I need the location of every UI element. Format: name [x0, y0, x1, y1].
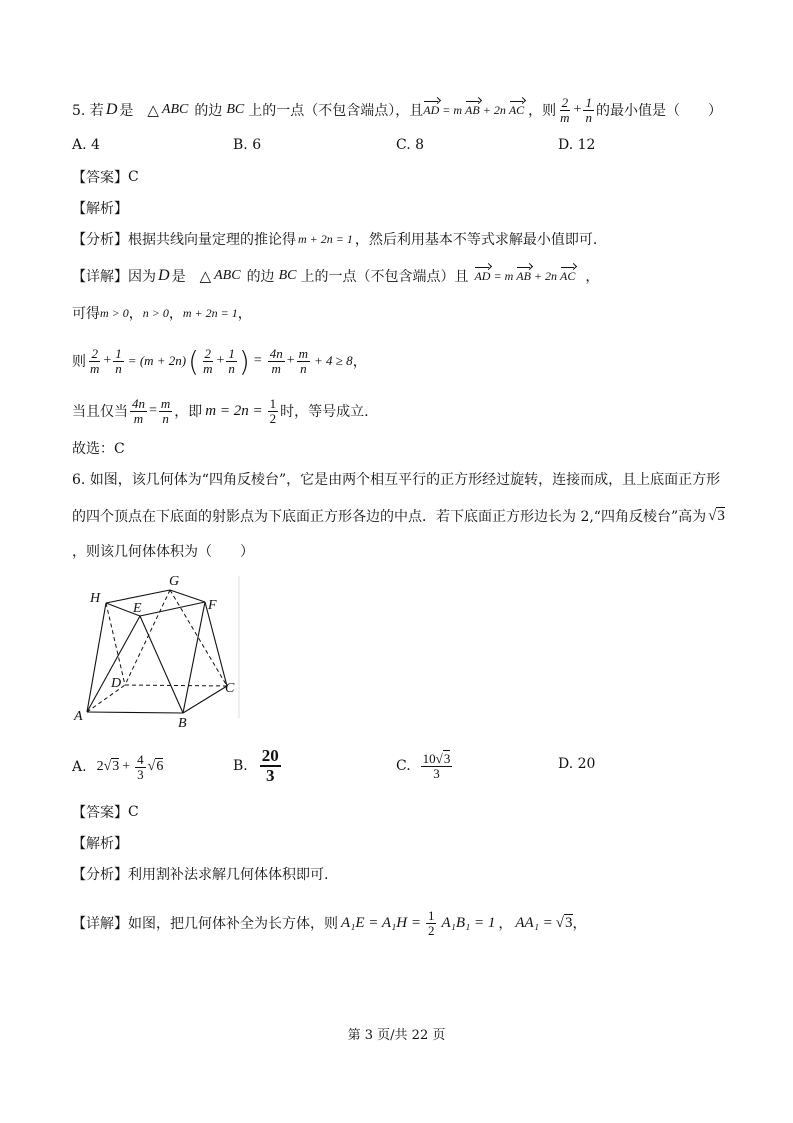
fraction-2-over-m: $\frac{2}{m}$: [203, 345, 213, 376]
triangle-icon: △: [199, 267, 212, 285]
xiangjie-text: 的边: [246, 269, 275, 285]
q6-stem-3: [72, 539, 733, 563]
line-text: 则: [72, 354, 86, 370]
xiangjie-text: 是: [171, 269, 186, 285]
option-label: A.: [72, 759, 87, 775]
q5-text: 的边: [194, 103, 223, 119]
q6-option-b: [233, 748, 283, 784]
plus-sign: +: [216, 353, 225, 368]
antiprism-figure: [70, 572, 242, 730]
triangle-icon: △: [147, 101, 159, 119]
equals-sign: =: [253, 353, 262, 368]
jiexi-label: 【解析】: [72, 201, 128, 217]
label-h: H: [90, 591, 101, 606]
page-footer: 第 3 页/共 22 页: [347, 1028, 446, 1043]
xiangjie-text: 如图，把几何体补全为长方体，则: [128, 916, 338, 932]
line-text: 可得: [72, 306, 100, 322]
q6-option-d: D. 20: [558, 756, 596, 772]
fraction-1-over-2: $\frac{1}{2}$: [427, 907, 435, 938]
equation-part: AA₁ =: [515, 914, 553, 931]
fraction-4n-over-m: $\frac{4n}{m}$: [269, 345, 283, 376]
sqrt-3: √3: [708, 507, 725, 524]
xiangjie-label: 【详解】: [72, 269, 128, 285]
answer-label: 【答案】: [72, 805, 128, 821]
q6-stem-1: [72, 467, 733, 491]
fraction-m-over-n: $\frac{m}{n}$: [298, 345, 309, 376]
fraction-2-over-m: $\frac{2}{m}$: [560, 94, 570, 125]
q5-line3: [72, 344, 733, 378]
right-paren-icon: ): [238, 344, 250, 378]
equation-part: A₁E = A₁H =: [341, 914, 421, 931]
q5-text: 是: [119, 103, 134, 119]
point-d: D: [158, 267, 170, 284]
fenxi-label: 【分析】: [72, 232, 128, 248]
fenxi-equation: m + 2n = 1: [298, 231, 353, 246]
option-label: C.: [396, 758, 411, 774]
plus-sign: +: [573, 102, 582, 117]
equation-part: A₁B₁ = 1: [441, 914, 496, 931]
q5-guxuan: [72, 436, 733, 460]
q5-answer: [72, 165, 733, 189]
xiangjie-text: 因为: [128, 269, 156, 285]
q6-fenxi: [72, 862, 733, 886]
n-positive: n > 0: [142, 305, 169, 320]
guxuan-text: 故选：C: [72, 441, 125, 457]
left-paren-icon: (: [188, 344, 200, 378]
q6-jiexi: [72, 831, 733, 855]
q6-text: ，则该几何体体积为（ ）: [72, 544, 254, 560]
fraction-10sqrt3-over-3: $\frac{10√3}{3}$: [422, 750, 451, 781]
fraction-2-over-m: $\frac{2}{m}$: [90, 345, 100, 376]
comma: ，: [237, 306, 252, 322]
triangle-abc: ABC: [214, 268, 241, 283]
q5-stem: [72, 94, 733, 125]
q6-answer: [72, 800, 733, 824]
q5-jiexi: [72, 196, 733, 220]
q5-line2: [72, 301, 733, 325]
q5-line4: [72, 394, 733, 428]
answer-label: 【答案】: [72, 170, 128, 186]
inequality-tail: + 4 ≥ 8: [314, 353, 353, 368]
comma: ，: [572, 916, 587, 932]
line-text: 当且仅当: [72, 404, 128, 420]
q6-text: 的四个顶点在下底面的射影点为下底面正方形各边的中点．若下底面正方形边长为 2,“四角反棱台”高为: [72, 509, 707, 525]
line-text: ，即: [174, 404, 203, 420]
line-text: 时，等号成立.: [280, 404, 369, 420]
q5-option-c: C. 8: [396, 137, 425, 153]
vector-equation: AD = m AB + 2n AC: [423, 102, 525, 117]
constraint-equation: m + 2n = 1: [182, 305, 238, 320]
fraction-4-over-3: $\frac{4}{3}$: [137, 751, 144, 782]
plus-sign: +: [122, 759, 131, 774]
vector-equation: AD = m AB + 2n AC: [474, 268, 576, 283]
fenxi-label: 【分析】: [72, 867, 128, 883]
comma: ，: [128, 306, 143, 322]
answer-value: C: [128, 804, 139, 820]
q6-text: 6. 如图，该几何体为“四角反棱台”，它是由两个相互平行的正方形经过旋转，连接而成，且上底面正方形: [72, 472, 721, 488]
jiexi-label: 【解析】: [72, 836, 128, 852]
q6-option-c: [396, 748, 454, 784]
answer-value: C: [128, 169, 139, 185]
plus-sign: +: [286, 353, 295, 368]
fraction-1-over-n: $\frac{1}{n}$: [228, 345, 235, 376]
comma: ，: [168, 306, 183, 322]
q6-option-a: A. 2 √3 + $\frac{4}{3}$ √6: [72, 751, 164, 782]
label-b: B: [178, 716, 187, 730]
q5-text: ，则: [528, 103, 557, 119]
q5-text: 的最小值是（ ）: [595, 103, 722, 119]
equals-sign: =: [149, 403, 157, 418]
label-g: G: [169, 574, 180, 589]
q5-text: 上的一点（不包含端点），且: [248, 103, 424, 119]
label-e: E: [133, 601, 142, 616]
segment-bc: BC: [226, 102, 245, 117]
option-value: 2: [96, 759, 104, 774]
comma: ，: [352, 354, 367, 370]
fraction-1-over-n: $\frac{1}{n}$: [115, 345, 122, 376]
label-f: F: [208, 598, 217, 613]
comma: ，: [498, 916, 513, 932]
xiangjie-label: 【详解】: [72, 916, 128, 932]
triangle-abc: ABC: [161, 102, 189, 117]
sum-factor: = (m + 2n): [127, 353, 187, 368]
fraction-1-over-2: $\frac{1}{2}$: [269, 395, 277, 426]
fenxi-text: 根据共线向量定理的推论得: [128, 232, 296, 248]
q5-number: 5. 若: [72, 103, 104, 119]
label-d: D: [111, 676, 122, 691]
xiangjie-text: 上的一点（不包含端点）且: [300, 269, 469, 285]
label-a: A: [74, 709, 83, 724]
fraction-1-over-n: $\frac{1}{n}$: [585, 94, 592, 125]
option-label: B.: [233, 758, 248, 774]
point-d: D: [105, 101, 118, 118]
q5-option-b: B. 6: [233, 137, 262, 153]
m-positive: m > 0: [100, 305, 129, 320]
q5-xiangjie: [72, 264, 733, 288]
fenxi-text: 利用割补法求解几何体体积即可.: [128, 867, 329, 883]
equality-condition: m = 2n =: [205, 402, 263, 419]
fenxi-text: ，然后利用基本不等式求解最小值即可.: [354, 232, 598, 248]
q5-option-a: A. 4: [72, 137, 100, 153]
q6-stem-2: [72, 504, 733, 528]
label-c: C: [225, 681, 235, 696]
segment-bc: BC: [278, 268, 297, 283]
plus-sign: +: [103, 353, 112, 368]
fraction-4n-over-m: $\frac{4n}{m}$: [132, 395, 145, 426]
q6-xiangjie: 【详解】 如图，把几何体补全为长方体，则 A₁E = A₁H = $\frac{1}{2}$ A₁B₁ = 1 ， AA₁ = √3 ，: [72, 907, 587, 938]
xiangjie-text: ，: [585, 269, 600, 285]
fraction-m-over-n: $\frac{m}{n}$: [160, 395, 171, 426]
q5-fenxi: [72, 227, 733, 251]
fraction-20-over-3: $\frac{20}{3}$: [261, 746, 279, 785]
q5-option-d: D. 12: [558, 137, 596, 153]
